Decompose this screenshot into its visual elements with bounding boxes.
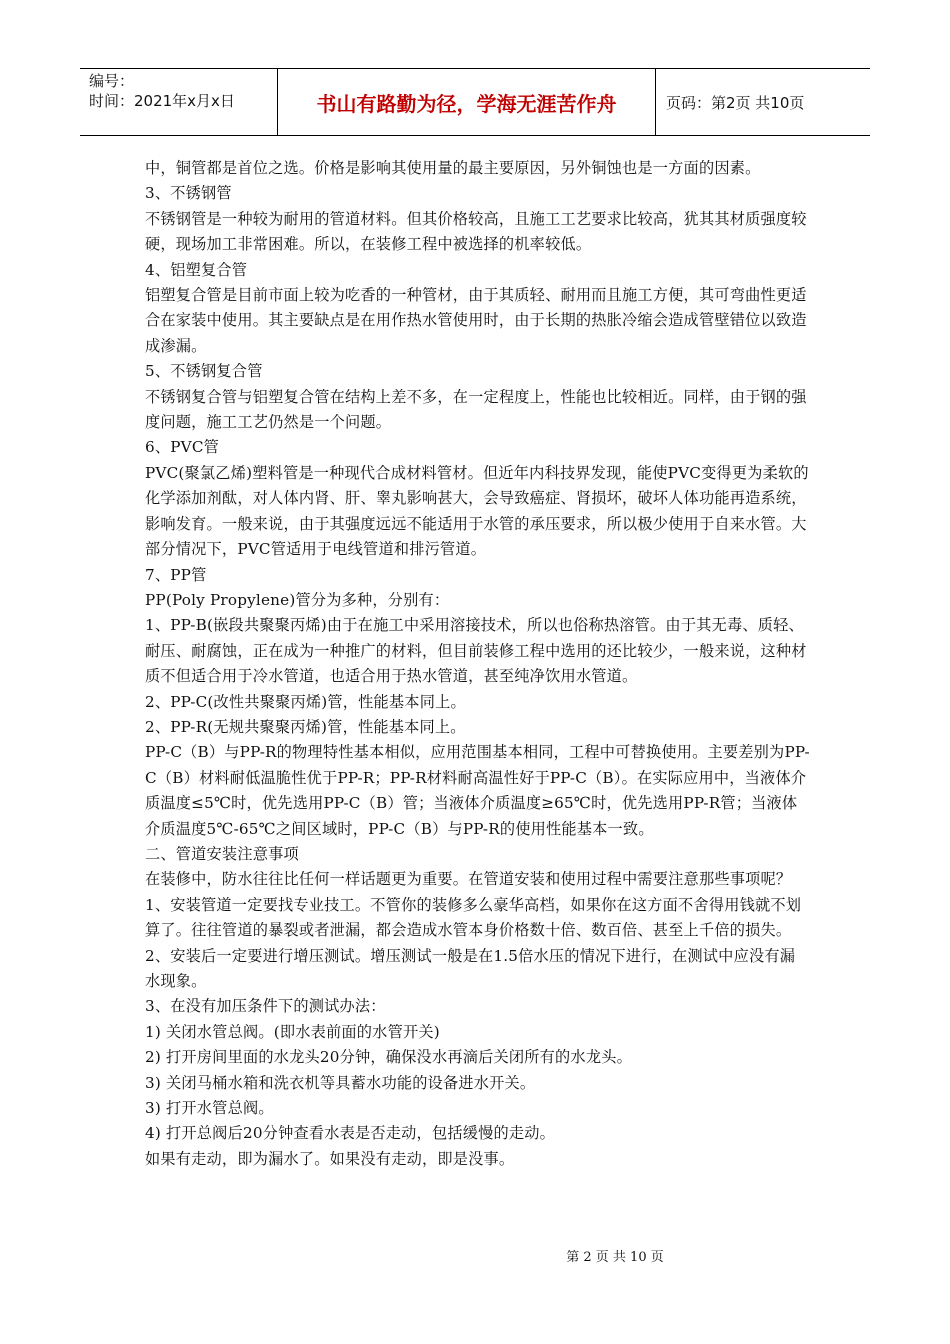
document-date-label: 时间：2021年x月x日: [89, 92, 235, 110]
paragraph: 2、安装后一定要进行增压测试。增压测试一般是在1.5倍水压的情况下进行，在测试中应没有漏水现象。: [145, 946, 796, 990]
paragraph: 如果有走动，即为漏水了。如果没有走动，即是没事。: [145, 1149, 515, 1168]
paragraph: 不锈钢管是一种较为耐用的管道材料。但其价格较高，且施工工艺要求比较高，犹其其材质强度较硬，现场加工非常困难。所以，在装修工程中被选择的机率较低。: [145, 209, 807, 254]
paragraph: 1、PP-B(嵌段共聚聚丙烯)由于在施工中采用溶接技术，所以也俗称热溶管。由于其无毒、质轻、耐压、耐腐蚀，正在成为一种推广的材料，但目前装修工程中选用的还比较少，一般来说，这种材质不但适合用于冷水管道，也适合用于热水管道，甚至纯净饮用水管道。: [145, 616, 807, 686]
paragraph: PVC(聚氯乙烯)塑料管是一种现代合成材料管材。但近年内科技界发现，能使PVC变得更为柔软的化学添加剂酞，对人体内肾、肝、睾丸影响甚大，会导致癌症、肾损坏，破坏人体功能再造系统，影响发育。一般来说，由于其强度远远不能适用于水管的承压要求，所以极少使用于自来水管。大部分情况下，PVC管适用于电线管道和排污管道。: [145, 463, 809, 559]
section-heading: 7、PP管: [145, 565, 207, 584]
list-item: 4) 打开总阀后20分钟查看水表是否走动，包括缓慢的走动。: [145, 1124, 556, 1143]
header-meta: [80, 69, 278, 135]
list-item: 3) 打开水管总阀。: [145, 1099, 274, 1118]
section-heading: 3、不锈钢管: [145, 184, 232, 203]
paragraph: 3、在没有加压条件下的测试办法：: [145, 997, 386, 1016]
page-header: [80, 68, 870, 136]
page-footer: 第 2 页 共 10 页: [566, 1250, 664, 1265]
section-heading: 6、PVC管: [145, 438, 220, 457]
header-page-number: 页码：第2页 共10页: [666, 93, 805, 112]
document-body: [145, 156, 810, 1172]
document-number-label: 编号：: [89, 72, 135, 90]
paragraph: 中，铜管都是首位之选。价格是影响其使用量的最主要原因，另外铜蚀也是一方面的因素。: [145, 159, 761, 177]
paragraph: 1、安装管道一定要找专业技工。不管你的装修多么豪华高档，如果你在这方面不舍得用钱就不划算了。往往管道的暴裂或者泄漏，都会造成水管本身价格数十倍、数百倍、甚至上千倍的损失。: [145, 895, 802, 940]
paragraph: 不锈钢复合管与铝塑复合管在结构上差不多，在一定程度上，性能也比较相近。同样，由于钢的强度问题，施工工艺仍然是一个问题。: [145, 387, 807, 432]
list-item: 1) 关闭水管总阀。(即水表前面的水管开关): [145, 1022, 440, 1041]
section-heading: 二、管道安装注意事项: [145, 844, 299, 863]
section-heading: 4、铝塑复合管: [145, 260, 248, 279]
paragraph: 铝塑复合管是目前市面上较为吃香的一种管材，由于其质轻、耐用而且施工方便，其可弯曲性更适合在家装中使用。其主要缺点是在用作热水管使用时，由于长期的热胀冷缩会造成管壁错位以致造成渗漏。: [145, 286, 807, 355]
paragraph: 2、PP-C(改性共聚聚丙烯)管，性能基本同上。: [145, 692, 466, 711]
list-item: 2) 打开房间里面的水龙头20分钟，确保没水再滴后关闭所有的水龙头。: [145, 1048, 632, 1067]
paragraph: 在装修中，防水往往比任何一样话题更为重要。在管道安装和使用过程中需要注意那些事项呢？: [145, 870, 792, 889]
paragraph: PP(Poly Propylene)管分为多种，分别有：: [145, 590, 450, 609]
list-item: 3) 关闭马桶水箱和洗衣机等具蓄水功能的设备进水开关。: [145, 1073, 536, 1092]
paragraph: PP-C（B）与PP-R的物理特性基本相似，应用范围基本相同，工程中可替换使用。主要差别为PP-C（B）材料耐低温脆性优于PP-R；PP-R材料耐高温性好于PP-C（B）。在实际应用中，当液体介质温度≤5℃时，优先选用PP-C（B）管；当液体介质温度≥65℃时，优先选用PP-R管；当液体介质温度5℃-65℃之间区域时，PP-C（B）与PP-R的使用性能基本一致。: [145, 743, 810, 838]
header-motto: 书山有路勤为径，学海无涯苦作舟: [278, 69, 656, 135]
section-heading: 5、不锈钢复合管: [145, 362, 263, 381]
paragraph: 2、PP-R(无规共聚聚丙烯)管，性能基本同上。: [145, 717, 466, 736]
